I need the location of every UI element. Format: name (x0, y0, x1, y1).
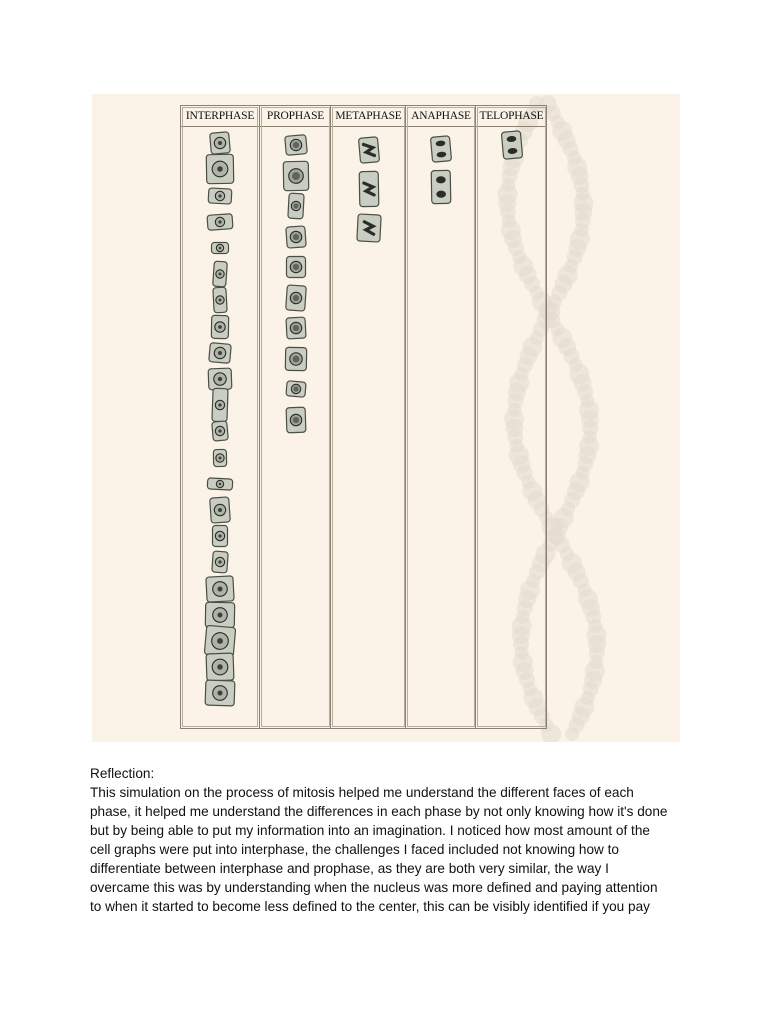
prophase-cell-image (285, 316, 307, 340)
prophase-cell-image (285, 406, 307, 434)
interphase-cell-image (212, 448, 228, 468)
prophase-cell-image (285, 284, 307, 312)
interphase-cell (211, 420, 229, 442)
telophase-cells (476, 128, 547, 728)
prophase-cells (260, 128, 331, 728)
prophase-cell (284, 346, 308, 372)
interphase-cell-image (212, 260, 228, 288)
interphase-cell (209, 131, 231, 155)
prophase-cell (282, 160, 310, 192)
reflection-line: phase, it helped me understand the differences in each phase by not only knowing how it's done (90, 804, 668, 819)
column-interphase (181, 106, 259, 728)
telophase-cell-image (501, 130, 523, 160)
interphase-cell (211, 524, 229, 548)
interphase-cell-image (205, 575, 235, 603)
column-metaphase (330, 106, 406, 728)
prophase-cell (285, 284, 307, 312)
interphase-cell (205, 575, 235, 603)
prophase-cell (285, 316, 307, 340)
interphase-cell-image (211, 420, 229, 442)
interphase-cell-image (206, 477, 234, 491)
column-anaphase (405, 106, 476, 728)
metaphase-cells (331, 128, 406, 728)
interphase-cell-image (211, 550, 229, 574)
prophase-cell (287, 192, 305, 220)
interphase-cell (210, 241, 230, 255)
metaphase-cell-image (356, 213, 382, 243)
column-header-interphase: INTERPHASE (181, 106, 259, 127)
prophase-cell-image (284, 134, 308, 156)
interphase-cell (211, 387, 229, 423)
interphase-cell-image (212, 286, 228, 314)
reflection-line: differentiate between interphase and prophase, as they are both very similar, the way I (90, 861, 609, 876)
prophase-cell (284, 134, 308, 156)
mitosis-figure (92, 94, 680, 742)
metaphase-cell (358, 170, 380, 208)
interphase-cell-image (209, 131, 231, 155)
reflection-line: This simulation on the process of mitosis helped me understand the different faces of each (90, 785, 634, 800)
interphase-cell (205, 652, 235, 682)
metaphase-cell (358, 136, 380, 164)
interphase-cell-image (211, 524, 229, 548)
metaphase-cell (356, 213, 382, 243)
interphase-cell-image (205, 652, 235, 682)
interphase-cell (204, 679, 236, 707)
column-header-prophase: PROPHASE (260, 106, 331, 127)
reflection-line: but by being able to put my information into an imagination. I noticed how most amount of the (90, 823, 650, 838)
anaphase-cells (406, 128, 476, 728)
prophase-cell-image (285, 380, 307, 398)
reflection-section (90, 764, 690, 916)
interphase-cell-image (205, 153, 235, 185)
anaphase-cell-image (430, 169, 452, 205)
metaphase-cell-image (358, 136, 380, 164)
interphase-cell-image (210, 241, 230, 255)
reflection-line: overcame this was by understanding when the nucleus was more defined and paying attention (90, 880, 658, 895)
mitosis-phase-table (180, 105, 547, 729)
telophase-cell (501, 130, 523, 160)
interphase-cell-image (207, 187, 233, 205)
anaphase-cell-image (430, 135, 452, 163)
prophase-cell-image (285, 225, 307, 249)
prophase-cell (285, 255, 307, 279)
interphase-cell-image (204, 679, 236, 707)
interphase-cell-image (209, 496, 231, 524)
interphase-cell (211, 550, 229, 574)
column-header-anaphase: ANAPHASE (406, 106, 476, 127)
prophase-cell-image (282, 160, 310, 192)
reflection-line: to when it started to become less defined to the center, this can be visibly identified if you pay (90, 899, 650, 914)
prophase-cell (285, 380, 307, 398)
column-telophase (475, 106, 547, 728)
column-prophase (259, 106, 331, 728)
prophase-cell (285, 406, 307, 434)
prophase-cell-image (287, 192, 305, 220)
interphase-cell (205, 153, 235, 185)
interphase-cell (207, 187, 233, 205)
interphase-cells (181, 128, 259, 728)
interphase-cell (212, 448, 228, 468)
interphase-cell-image (208, 342, 232, 364)
interphase-cell (206, 213, 234, 231)
anaphase-cell (430, 169, 452, 205)
interphase-cell-image (206, 213, 234, 231)
interphase-cell (212, 286, 228, 314)
reflection-heading: Reflection: (90, 766, 155, 781)
interphase-cell (206, 477, 234, 491)
reflection-line: cell graphs were put into interphase, the challenges I faced included not knowing how to (90, 842, 619, 857)
interphase-cell (208, 342, 232, 364)
interphase-cell (209, 496, 231, 524)
prophase-cell-image (285, 255, 307, 279)
prophase-cell (285, 225, 307, 249)
interphase-cell-image (210, 314, 230, 340)
column-header-telophase: TELOPHASE (476, 106, 547, 127)
interphase-cell (210, 314, 230, 340)
column-header-metaphase: METAPHASE (331, 106, 406, 127)
metaphase-cell-image (358, 170, 380, 208)
interphase-cell (212, 260, 228, 288)
prophase-cell-image (284, 346, 308, 372)
interphase-cell-image (211, 387, 229, 423)
anaphase-cell (430, 135, 452, 163)
